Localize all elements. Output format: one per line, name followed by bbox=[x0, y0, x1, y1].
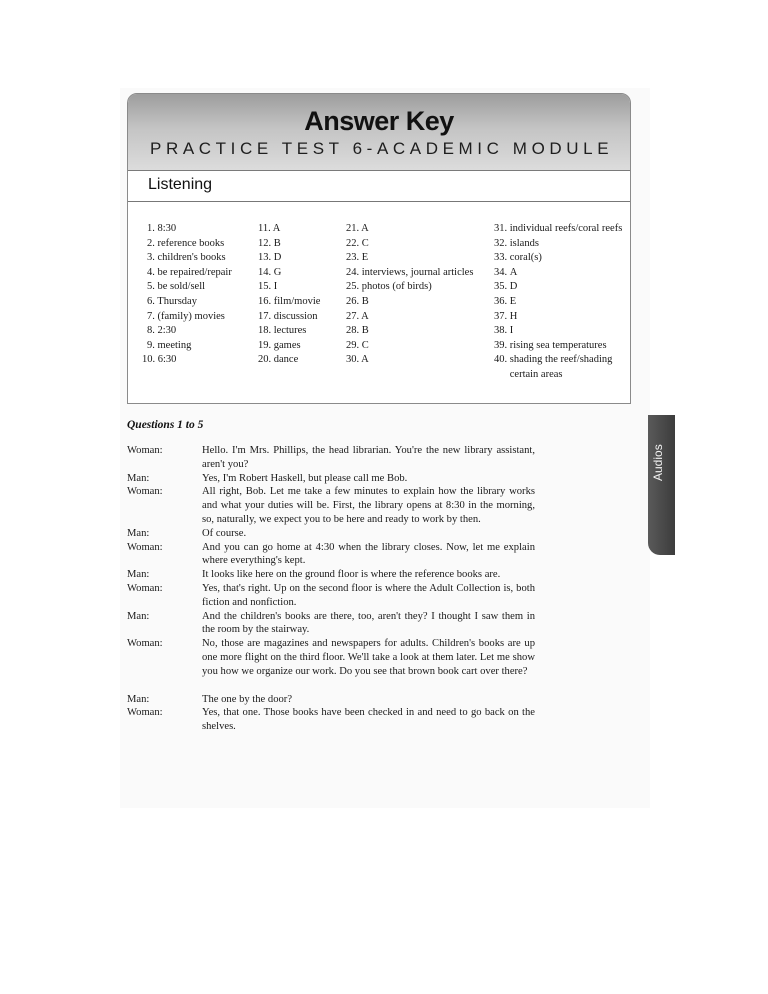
answer-text: I bbox=[509, 325, 514, 337]
speaker-label: Woman: bbox=[127, 582, 163, 594]
answer-number: 38. bbox=[494, 325, 508, 337]
dialogue-text: No, those are magazines and newspapers for adults. Children's books are up one more flight on the third floor. We'll take a look at them later. Let me show you how we organize our work. Do you see that brown book cart over there? bbox=[202, 638, 535, 677]
answer-number: 40. bbox=[494, 354, 508, 366]
answer-item: 21. A bbox=[346, 223, 369, 234]
answer-item: 22. C bbox=[346, 237, 369, 249]
answer-item bbox=[494, 295, 624, 310]
speaker-label: Woman: bbox=[127, 445, 163, 456]
answer-item: 13. D bbox=[258, 252, 282, 264]
dialogue-turn bbox=[127, 610, 547, 638]
dialogue-text: Yes, that one. Those books have been checked in and need to go back on the shelves. bbox=[202, 707, 535, 733]
answer-item: 3. children's books bbox=[147, 252, 226, 264]
answer-item: 19. games bbox=[258, 339, 301, 351]
answer-item: 14. G bbox=[258, 266, 282, 278]
dialogue-text: Of course. bbox=[202, 527, 247, 539]
answer-item: 27. A bbox=[346, 310, 369, 322]
answer-item: 16. film/movie bbox=[258, 295, 321, 307]
dialogue-turn bbox=[127, 693, 547, 707]
dialogue-text: And the children's books are there, too, aren't they? I thought I saw them in the room by the stairway. bbox=[202, 610, 535, 636]
section-divider bbox=[128, 201, 630, 202]
dialogue-text: The one by the door? bbox=[202, 693, 293, 705]
speaker-label: Man: bbox=[127, 472, 150, 484]
answer-column-3 bbox=[346, 222, 473, 368]
answer-item: 5. be sold/sell bbox=[147, 281, 206, 293]
dialogue-turn bbox=[127, 568, 547, 582]
speaker-label: Man: bbox=[127, 610, 150, 622]
answer-item: 25. photos (of birds) bbox=[346, 281, 432, 293]
answer-item: 8. 2:30 bbox=[147, 325, 177, 337]
dialogue-text: And you can go home at 4:30 when the library closes. Now, let me explain where everything's kept. bbox=[202, 541, 535, 567]
dialogue-turn bbox=[127, 541, 547, 569]
dialogue-text: All right, Bob. Let me take a few minutes to explain how the library works and what your duties will be. First, the library opens at 8:30 in the morning, so, naturally, we expect you to be here and ready to work by then. bbox=[202, 486, 535, 525]
answer-item bbox=[494, 222, 624, 237]
answer-item: 15. I bbox=[258, 281, 278, 293]
answer-number: 36. bbox=[494, 295, 508, 307]
answer-item: 26. B bbox=[346, 295, 369, 307]
audios-section-tab bbox=[648, 415, 675, 555]
answer-item bbox=[494, 237, 624, 252]
answer-item: 29. C bbox=[346, 339, 369, 351]
answer-number: 33. bbox=[494, 252, 508, 264]
answer-item: 17. discussion bbox=[258, 310, 318, 322]
answer-item bbox=[494, 324, 624, 339]
dialogue-turn bbox=[127, 527, 547, 541]
answer-number: 39. bbox=[494, 339, 508, 351]
answer-item: 2. reference books bbox=[147, 237, 225, 249]
answer-item: 11. A bbox=[258, 223, 281, 234]
answer-item: 30. A bbox=[346, 354, 369, 366]
side-tab-label: Audios bbox=[651, 444, 665, 481]
answer-item bbox=[494, 353, 624, 382]
answer-item: 12. B bbox=[258, 237, 281, 249]
answer-text: E bbox=[509, 295, 517, 307]
answer-item bbox=[494, 280, 624, 295]
answer-key-header bbox=[128, 94, 630, 171]
answer-key-panel bbox=[127, 93, 631, 404]
answer-item bbox=[494, 251, 624, 266]
answer-number: 37. bbox=[494, 310, 508, 322]
page-title: Answer Key bbox=[304, 106, 454, 136]
answer-item: 7. (family) movies bbox=[147, 310, 225, 322]
dialogue-turn bbox=[127, 582, 547, 610]
dialogue-turn bbox=[127, 444, 547, 472]
answer-item: 28. B bbox=[346, 325, 369, 337]
page-subtitle: PRACTICE TEST 6-ACADEMIC MODULE bbox=[150, 139, 614, 158]
speaker-label: Woman: bbox=[127, 707, 163, 719]
answer-text: coral(s) bbox=[509, 252, 542, 264]
answer-item: 24. interviews, journal articles bbox=[346, 266, 474, 278]
answer-text: A bbox=[509, 266, 518, 278]
answer-column-4 bbox=[494, 222, 624, 383]
answer-item: 4. be repaired/repair bbox=[147, 266, 232, 278]
answer-text: shading the reef/shading certain areas bbox=[509, 354, 613, 380]
answer-item: 23. E bbox=[346, 252, 369, 264]
dialogue-turn bbox=[127, 485, 547, 526]
answer-item bbox=[494, 266, 624, 281]
answer-item bbox=[494, 339, 624, 354]
answer-text: D bbox=[509, 281, 518, 293]
answer-text: rising sea temperatures bbox=[509, 339, 607, 351]
dialogue-text: Yes, that's right. Up on the second floor is where the Adult Collection is, both fiction and nonfiction. bbox=[202, 582, 535, 608]
answer-item: 20. dance bbox=[258, 354, 299, 366]
answer-text: islands bbox=[509, 237, 539, 249]
answer-item: 18. lectures bbox=[258, 325, 307, 337]
dialogue-text: It looks like here on the ground floor is where the reference books are. bbox=[202, 569, 501, 581]
dialogue-turn bbox=[127, 472, 547, 486]
answer-item: 9. meeting bbox=[147, 339, 192, 351]
answer-text: individual reefs/coral reefs bbox=[509, 223, 623, 234]
answer-item: 1. 8:30 bbox=[147, 223, 177, 234]
dialogue-turn bbox=[127, 637, 547, 678]
answer-item: 10. 6:30 bbox=[142, 354, 177, 366]
answer-text: H bbox=[509, 310, 518, 322]
speaker-label: Man: bbox=[127, 527, 150, 539]
answer-number: 31. bbox=[494, 223, 508, 234]
dialogue-text: Hello. I'm Mrs. Phillips, the head librarian. You're the new library assistant, aren't you? bbox=[202, 445, 535, 470]
speaker-label: Man: bbox=[127, 569, 150, 581]
answer-item bbox=[494, 310, 624, 325]
answer-number: 34. bbox=[494, 266, 508, 278]
answer-column-1 bbox=[142, 222, 232, 368]
section-title: Listening bbox=[148, 176, 213, 193]
answer-number: 32. bbox=[494, 237, 508, 249]
questions-heading: Questions 1 to 5 bbox=[127, 419, 204, 431]
answer-item: 6. Thursday bbox=[147, 295, 197, 307]
speaker-label: Woman: bbox=[127, 541, 163, 553]
speaker-label: Woman: bbox=[127, 486, 163, 498]
speaker-label: Woman: bbox=[127, 638, 163, 650]
transcript bbox=[127, 444, 547, 734]
answer-column-2 bbox=[258, 222, 320, 368]
dialogue-text: Yes, I'm Robert Haskell, but please call me Bob. bbox=[202, 472, 408, 484]
answer-number: 35. bbox=[494, 281, 508, 293]
speaker-label: Man: bbox=[127, 693, 150, 705]
dialogue-turn bbox=[127, 706, 547, 734]
